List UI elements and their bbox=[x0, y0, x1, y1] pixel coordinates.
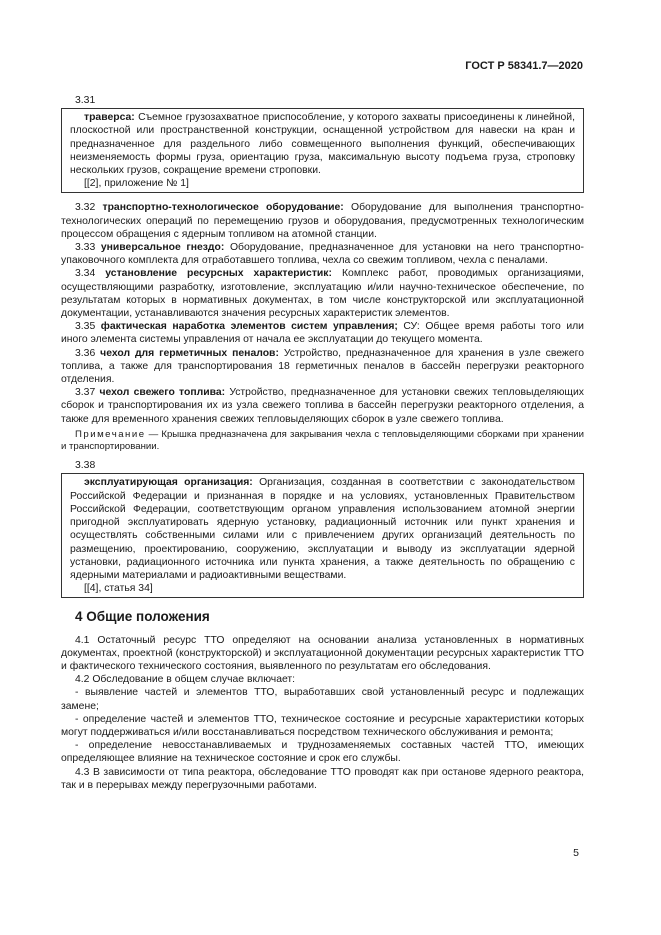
term-box bbox=[61, 473, 584, 598]
term-reference: [[2], приложение № 1] bbox=[84, 178, 189, 190]
term-title: эксплуатирующая организация: bbox=[84, 477, 253, 489]
paragraph: 4.1 Остаточный ресурс ТТО определяют на основании анализа установленных в нормативных документах, проектной (конструкторской) и эксплуатационной документации ресурсных характеристик ТТО и фактического технического состояния, выявленного по результатам его обследования. bbox=[61, 634, 584, 672]
term-number: 3.31 bbox=[75, 95, 96, 106]
term-definition bbox=[61, 320, 584, 346]
note bbox=[61, 429, 584, 453]
term-title: установление ресурсных характеристик: bbox=[105, 268, 332, 280]
term-title: чехол свежего топлива: bbox=[99, 387, 226, 399]
term-title: транспортно-технологическое оборудование: bbox=[102, 202, 344, 214]
note-text: — Крышка предназначена для закрывания чехла с тепловыделяющими сборками при хранении и транспортировании. bbox=[61, 428, 584, 453]
term-definition bbox=[61, 201, 584, 241]
term-title: траверса: bbox=[84, 112, 135, 124]
note-label: Примечание bbox=[75, 428, 146, 440]
term-text: Оборудование, предназначенное для установки на него транспортно-упаковочного комплекта для отработавшего топлива, чехла со свежим топливом, чехла с пеналами. bbox=[61, 242, 585, 267]
list-item: - выявление частей и элементов ТТО, выработавших свой установленный ресурс и подлежащих замене; bbox=[61, 687, 584, 712]
term-text: СУ: Общее время работы того или иного элемента системы управления от начала ее эксплуатации до текущего момента. bbox=[61, 321, 584, 346]
term-title: универсальное гнездо: bbox=[100, 242, 225, 254]
term-number: 3.37 bbox=[75, 387, 96, 399]
term-reference: [[4], статья 34] bbox=[84, 583, 153, 595]
document-header: ГОСТ Р 58341.7—2020 bbox=[465, 60, 583, 72]
term-text: Оборудование для выполнения транспортно-технологических операций по перемещению грузов и оборудования, предусмотренных технологическим процессом обращения с ядерным топливом на атомной станции. bbox=[61, 202, 585, 240]
paragraph: 4.3 В зависимости от типа реактора, обследование ТТО проводят как при останове ядерного реактора, так и в перерывах между перегрузочными работами. bbox=[61, 766, 584, 791]
term-number: 3.35 bbox=[75, 321, 96, 333]
term-definition bbox=[61, 267, 584, 320]
term-definition bbox=[61, 347, 584, 387]
term-number: 3.32 bbox=[75, 202, 96, 214]
list-item: - определение частей и элементов ТТО, техническое состояние и ресурсные характеристики которых могут поддерживаться и/или восстанавливаться посредством технического обслуживания и ремонта; bbox=[61, 713, 584, 738]
term-definition bbox=[70, 111, 575, 177]
term-text: Организация, созданная в соответствии с законодательством Российской Федерации и признанная в порядке и на условиях, установленных Правительством Российской Федерации, соответствующим органом управления использованием атомной энергии пригодной эксплуатировать ядерную установку, радиационный источник или пункт хранения и осуществлять собственными силами или с привлечением других организаций деятельность по размещению, проектированию, сооружению, эксплуатации и выводу из эксплуатации ядерной установки, радиационного источника или пункта хранения, а также деятельность по обращению с ядерными материалами и радиоактивными веществами. bbox=[70, 477, 575, 581]
list-item: - определение невосстанавливаемых и труднозаменяемых составных частей ТТО, имеющих определяющее влияние на техническое состояние и срок его службы. bbox=[61, 740, 584, 765]
document-body bbox=[61, 94, 584, 792]
paragraph: 4.2 Обследование в общем случае включает: bbox=[75, 674, 296, 686]
term-definition bbox=[61, 241, 584, 267]
term-title: фактическая наработка элементов систем управления; bbox=[100, 321, 398, 333]
term-number: 3.34 bbox=[75, 268, 96, 280]
term-text: Съемное грузозахватное приспособление, у которого захваты присоединены к линейной, плоскостной или пространственной конструкции, оснащенной устройством для навески на кран и предназначенное для раздельного либо совмещенного выполнения функций, обеспечивающих неизменяемость формы груза, ориентацию груза, максимальную высоту подъема груза, строповку нескольких грузов, сокращение времени строповки. bbox=[70, 112, 575, 177]
term-definition bbox=[61, 386, 584, 426]
section-title: 4 Общие положения bbox=[75, 609, 210, 625]
term-box bbox=[61, 108, 584, 193]
term-number: 3.38 bbox=[75, 460, 96, 472]
term-title: чехол для герметичных пеналов: bbox=[100, 347, 279, 359]
term-text: Устройство, предназначенное для установки свежих тепловыделяющих сборок и транспортирования их из узла свежего топлива в бассейн перегрузки реакторного отделения, а также для временного хранения свежих тепловыделяющих сборок в узле свежего топлива. bbox=[61, 387, 584, 425]
term-number: 3.36 bbox=[75, 347, 96, 359]
term-text: Комплекс работ, проводимых организациями, осуществляющими разработку, изготовление, эксплуатацию и/или научно-техническое обеспечение, по результатам которых в нормативных документах, в том числе конструкторской или эксплуатационной документации, устанавливаются значения ресурсных характеристик элементов. bbox=[61, 268, 584, 320]
page-number: 5 bbox=[573, 847, 579, 859]
term-number: 3.33 bbox=[75, 242, 96, 254]
term-definition bbox=[70, 476, 575, 582]
term-text: Устройство, предназначенное для хранения в узле свежего топлива, а также для транспортирования 18 герметичных пеналов в бассейн перегрузки реакторного отделения. bbox=[61, 347, 584, 386]
